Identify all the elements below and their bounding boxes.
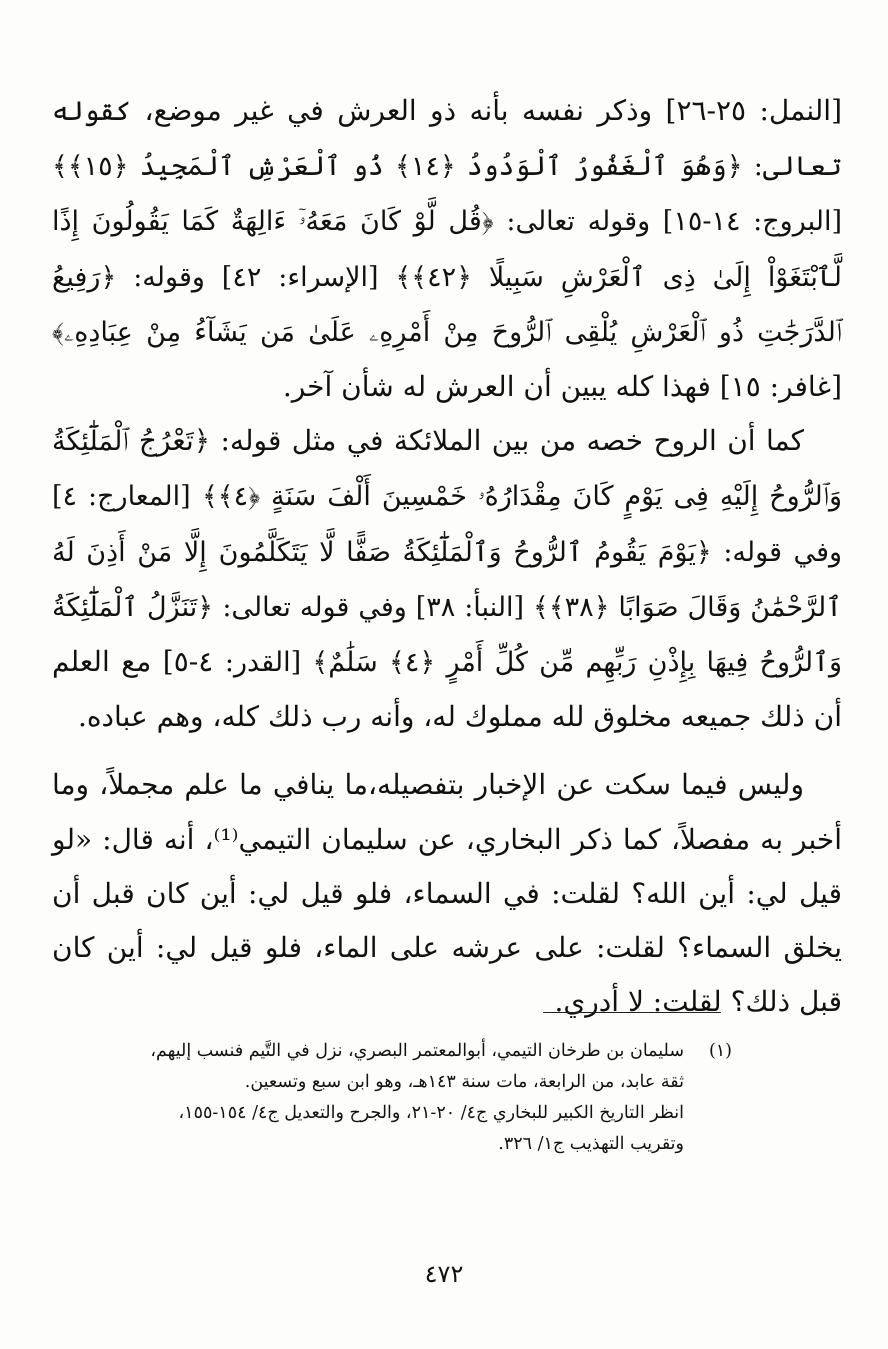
- text-line: وليس فيما سكت عن الإخبار بتفصيله،ما ينافي ما علم: [184, 768, 804, 802]
- text-line: مجملاً، وما أخبر به مفصلاً، كما ذكر البخاري، عن سليمان: [52, 768, 842, 856]
- paragraph-2: [52, 414, 842, 744]
- text-line: [غافر: ١٥] فهذا كله يبين أن العرش له شأن آخر.: [282, 370, 842, 404]
- text-line: التيمي⁽¹⁾، أنه قال: «لو قيل لي: أين الله؟ لقلت: في السماء،: [52, 822, 842, 910]
- footnote-line: سليمان بن طرخان التيمي، أبوالمعتمر البصري، نزل في التَّيم فنسب إليهم،: [150, 1041, 684, 1061]
- text-line: على الماء، فلو قيل لي: أين كان قبل ذلك؟ لقلت: لا أدري.: [52, 931, 842, 1019]
- footnote-line: ثقة عابد، من الرابعة، مات سنة ١٤٣هـ، وهو ابن سبع وتسعين.: [244, 1072, 684, 1092]
- footnote-line-row: [52, 1129, 732, 1160]
- footnote-line-row: [52, 1098, 732, 1129]
- text-line: كما أن الروح خصه من بين الملائكة في مثل قوله: ﴿تَعْرُجُ: [138, 424, 805, 458]
- text-line: لَّٱبْتَغَوْاْ إِلَىٰ ذِى ٱلْعَرْشِ سَبِيلًا ﴿٤٢﴾﴾ [الإسراء: ٤٢] وقوله: ﴿رَفِيعُ: [52, 261, 842, 293]
- footnote-line: وتقريب التهذيب ج١/ ٣٢٦.: [498, 1134, 684, 1154]
- footnote-divider: [543, 1012, 721, 1013]
- paragraph-3: [52, 758, 842, 1029]
- paragraph-1: [52, 84, 842, 414]
- text-line: ﴿تَنَزَّلُ ٱلْمَلَٰٓئِكَةُ وَٱلرُّوحُ فِيهَا بِإِذْنِ رَبِّهِم مِّن كُلِّ أَمْرٍ ﴿٤﴾ سَلَٰمٌ﴾ [القدر:: [52, 591, 842, 679]
- text-line: [النمل: ٢٥-٢٦] وذكر نفسه بأنه ذو العرش في غير موضع،: [144, 94, 842, 127]
- main-text: [52, 84, 842, 1029]
- footnote-line: انظر التاريخ الكبير للبخاري ج٤/ ٢٠-٢١، والجرح والتعديل ج٤/ ١٥٤-١٥٥،: [178, 1103, 684, 1123]
- text-line: [البروج: ١٤-١٥] وقوله تعالى: ﴿قُل لَّوْ كَانَ مَعَهُۥٓ ءَالِهَةٌ كَمَا يَقُولُونَ إِذًا: [52, 206, 843, 238]
- footnote-line-row: [52, 1067, 732, 1098]
- text-line: ٱلْمَلَٰٓئِكَةُ وَٱلرُّوحُ إِلَيْهِ فِى يَوْمٍ كَانَ مِقْدَارُهُۥ خَمْسِينَ أَلْفَ سَنَةٍ ﴿٤﴾﴾: [52, 426, 842, 513]
- text-line: ٱلدَّرَجَٰتِ ذُو ٱلْعَرْشِ يُلْقِى ٱلرُّوحَ مِنْ أَمْرِهِۦ عَلَىٰ مَن يَشَآءُ مِنْ عِبَادِهِۦ﴾: [52, 316, 842, 348]
- text-line: فلو قيل لي: أين كان قبل أن يخلق السماء؟ لقلت: على عرشه: [52, 876, 842, 965]
- text-line: ٤-٥] مع العلم أن ذلك جميعه مخلوق لله مملوك له، وأنه رب: [52, 645, 842, 734]
- text-line: ذلك كله، وهم عباده.: [77, 700, 313, 734]
- text-line: إِلَّا مَنْ أَذِنَ لَهُ ٱلرَّحْمَٰنُ وَقَالَ صَوَابًا ﴿٣٨﴾﴾ [النبأ: ٣٨] وفي قوله تعالى:: [52, 536, 842, 623]
- footnote-1: [52, 1036, 732, 1067]
- footnote-number: (١): [708, 1041, 732, 1061]
- page-number: ٤٧٢: [424, 1260, 464, 1288]
- footnotes: [52, 1036, 732, 1160]
- text-line: [المعارج: ٤] وفي قوله: ﴿يَوْمَ يَقُومُ ٱلرُّوحُ وَٱلْمَلَٰٓئِكَةُ صَفًّا لَّا يَتَكَلَّمُونَ: [52, 481, 843, 568]
- text-line: كقوله تعالى: ﴿وَهُوَ ٱلْغَفُورُ ٱلْوَدُودُ ﴿١٤﴾ ذُو ٱلْعَرْشِ ٱلْمَجِيدُ ﴿١٥﴾﴾: [52, 96, 842, 183]
